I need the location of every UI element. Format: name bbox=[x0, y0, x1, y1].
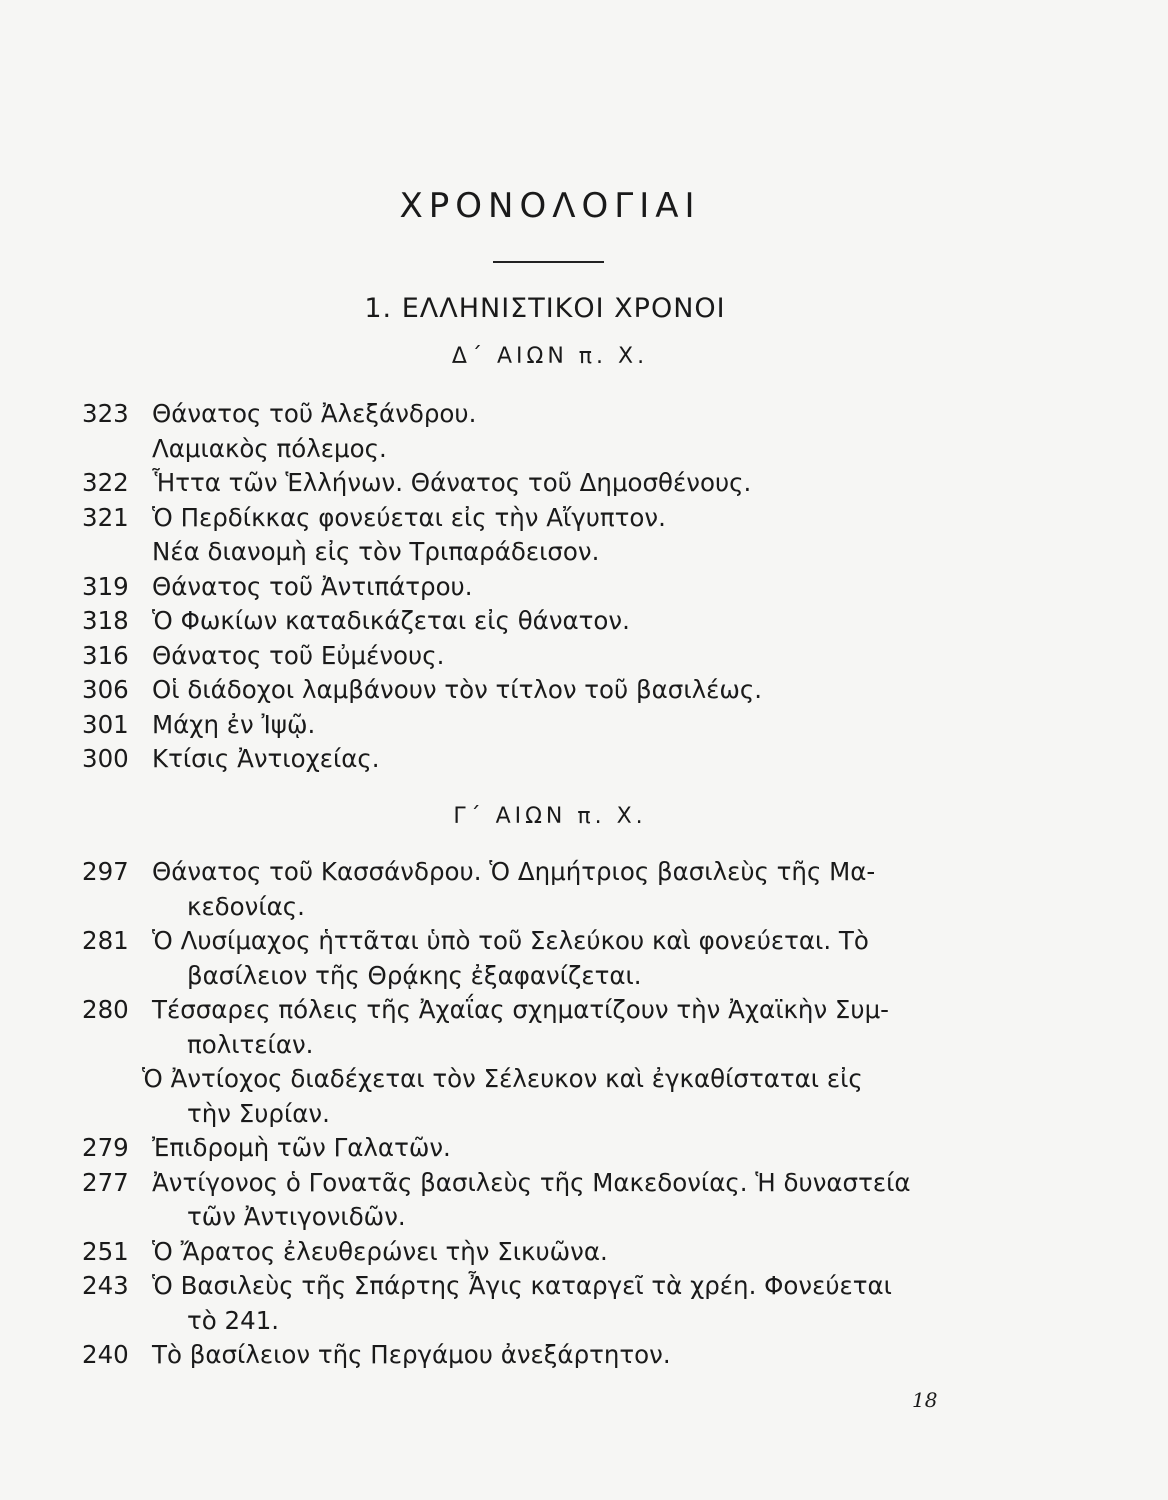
century-heading-4th-bc: Δ΄ ΑΙΩΝ π. Χ. bbox=[451, 344, 649, 369]
entry-text: Λαμιακὸς πόλεμος. bbox=[152, 433, 387, 463]
section-title: 1. ΕΛΛΗΝΙΣΤΙΚΟΙ ΧΡΟΝΟΙ bbox=[364, 293, 726, 324]
entry-row bbox=[82, 397, 982, 432]
entry-row bbox=[82, 1338, 982, 1373]
page-number: 18 bbox=[912, 1388, 938, 1412]
entry-text: Ὁ Φωκίων καταδικάζεται εἰς θάνατον. bbox=[152, 606, 630, 635]
entry-continuation: βασίλειον τῆς Θρᾴκης ἐξαφανίζεται. bbox=[187, 960, 642, 990]
entry-year: 297 bbox=[82, 857, 129, 886]
entry-row bbox=[82, 432, 982, 467]
entry-row bbox=[82, 1131, 982, 1166]
entry-year: 243 bbox=[82, 1271, 129, 1300]
entry-row bbox=[82, 742, 982, 777]
page-title: ΧΡΟΝΟΛΟΓΙΑΙ bbox=[399, 186, 701, 226]
entry-text: Οἱ διάδοχοι λαμβάνουν τὸν τίτλον τοῦ βασιλέως. bbox=[152, 675, 763, 704]
entry-text: Ὁ Βασιλεὺς τῆς Σπάρτης Ἆγις καταργεῖ τὰ χρέη. Φονεύεται bbox=[152, 1271, 892, 1300]
chronology-list-3rd-bc bbox=[82, 855, 982, 1373]
entry-row bbox=[82, 1269, 982, 1304]
entry-subparagraph: Ὁ Ἀντίοχος διαδέχεται τὸν Σέλευκον καὶ ἐγκαθίσταται εἰς bbox=[142, 1064, 863, 1093]
entry-text: Μάχη ἐν Ἰψῷ. bbox=[152, 709, 316, 739]
entry-row bbox=[82, 501, 982, 536]
title-divider bbox=[493, 261, 604, 263]
entry-row bbox=[82, 639, 982, 674]
entry-text: Θάνατος τοῦ Κασσάνδρου. Ὁ Δημήτριος βασιλεὺς τῆς Μα- bbox=[152, 857, 876, 886]
entry-year: 251 bbox=[82, 1236, 129, 1266]
entry-text: Κτίσις Ἀντιοχείας. bbox=[152, 744, 380, 773]
entry-text: Ὁ Λυσίμαχος ἡττᾶται ὑπὸ τοῦ Σελεύκου καὶ φονεύεται. Τὸ bbox=[152, 926, 869, 955]
entry-year: 279 bbox=[82, 1133, 129, 1162]
entry-text: Ἧττα τῶν Ἑλλήνων. Θάνατος τοῦ Δημοσθένους. bbox=[152, 468, 752, 497]
entry-year: 277 bbox=[82, 1167, 129, 1197]
entry-text: Ὁ Περδίκκας φονεύεται εἰς τὴν Αἴγυπτον. bbox=[152, 502, 666, 532]
entry-year: 281 bbox=[82, 926, 129, 955]
entry-continuation: τὴν Συρίαν. bbox=[187, 1098, 330, 1128]
entry-text: Θάνατος τοῦ Εὐμένους. bbox=[152, 640, 445, 670]
entry-row bbox=[82, 535, 982, 570]
entry-text: Ὁ Ἄρατος ἐλευθερώνει τὴν Σικυῶνα. bbox=[152, 1236, 608, 1266]
entry-year: 306 bbox=[82, 675, 129, 704]
entry-row bbox=[82, 570, 982, 605]
entry-row bbox=[82, 708, 982, 743]
entry-row bbox=[82, 1166, 982, 1201]
entry-text: Τέσσαρες πόλεις τῆς Ἀχαΐας σχηματίζουν τὴν Ἀχαϊκὴν Συμ- bbox=[152, 995, 890, 1024]
entry-text: Νέα διανομὴ εἰς τὸν Τριπαράδεισον. bbox=[152, 537, 600, 566]
entry-year: 316 bbox=[82, 640, 129, 670]
entry-year: 322 bbox=[82, 468, 129, 497]
entry-continuation: τὸ 241. bbox=[187, 1305, 280, 1335]
entry-year: 318 bbox=[82, 606, 129, 635]
entry-text: Ἐπιδρομὴ τῶν Γαλατῶν. bbox=[152, 1133, 451, 1162]
entry-row bbox=[82, 993, 982, 1028]
entry-year: 321 bbox=[82, 502, 129, 532]
century-heading-3rd-bc: Γ΄ ΑΙΩΝ π. Χ. bbox=[453, 804, 647, 829]
entry-row bbox=[82, 855, 982, 890]
entry-text: Ἀντίγονος ὁ Γονατᾶς βασιλεὺς τῆς Μακεδονίας. Ἡ δυναστεία bbox=[152, 1167, 911, 1197]
entry-row bbox=[82, 1235, 982, 1270]
entry-text: Θάνατος τοῦ Ἀντιπάτρου. bbox=[152, 571, 473, 601]
entry-year: 240 bbox=[82, 1340, 129, 1369]
entry-year: 319 bbox=[82, 571, 129, 601]
entry-text: Τὸ βασίλειον τῆς Περγάμου ἀνεξάρτητον. bbox=[152, 1340, 671, 1369]
entry-row bbox=[82, 673, 982, 708]
entry-year: 323 bbox=[82, 399, 129, 428]
entry-continuation: πολιτείαν. bbox=[187, 1029, 314, 1059]
entry-year: 280 bbox=[82, 995, 129, 1024]
entry-row bbox=[82, 466, 982, 501]
entry-year: 301 bbox=[82, 709, 129, 739]
entry-text: Θάνατος τοῦ Ἀλεξάνδρου. bbox=[152, 399, 477, 428]
entry-continuation: τῶν Ἀντιγονιδῶν. bbox=[187, 1202, 406, 1231]
chronology-list-4th-bc bbox=[82, 397, 982, 777]
entry-continuation: κεδονίας. bbox=[187, 891, 305, 921]
entry-row bbox=[82, 604, 982, 639]
entry-row bbox=[82, 924, 982, 959]
entry-year: 300 bbox=[82, 744, 129, 773]
